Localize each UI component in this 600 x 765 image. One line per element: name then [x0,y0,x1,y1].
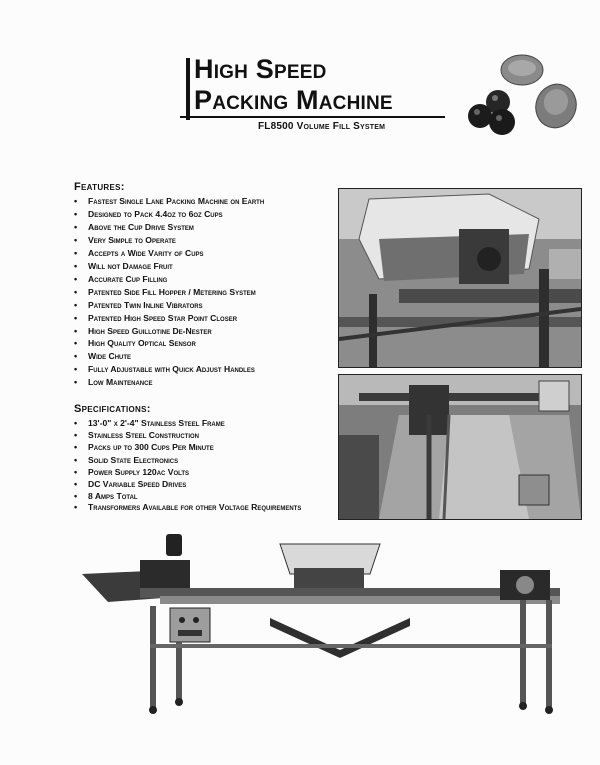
spec-item: • 8 Amps Total [72,490,328,502]
feature-item: • Patented Side Fill Hopper / Metering System [72,286,264,299]
feature-item: • Will not Damage Fruit [72,260,264,273]
feature-item: • High Speed Guillotine De-Nester [72,325,264,338]
feature-item: • Patented High Speed Star Point Closer [72,312,264,325]
machine-closer-photo [338,374,582,520]
feature-item: • Accepts a Wide Varity of Cups [72,247,264,260]
page-title [194,54,393,116]
title-line-1: High Speed [194,54,327,84]
feature-item: • Very Simple to Operate [72,234,264,247]
page-subtitle: FL8500 Volume Fill System [258,121,386,132]
features-heading: Features: [74,181,125,193]
feature-item: • Fastest Single Lane Packing Machine on Earth [72,195,264,208]
spec-item: • DC Variable Speed Drives [72,478,328,490]
machine-hopper-photo [338,188,582,368]
feature-item: • Accurate Cup Filling [72,273,264,286]
spec-item: • Stainless Steel Construction [72,429,328,441]
spec-item: • Power Supply 120ac Volts [72,466,328,478]
feature-item: • Wide Chute [72,350,264,363]
fruit-image [458,50,582,140]
feature-item: • High Quality Optical Sensor [72,337,264,350]
spec-item: • 13'-0" x 2'-4" Stainless Steel Frame [72,417,328,429]
title-accent-bar [186,58,190,120]
feature-item: • Low Maintenance [72,376,264,389]
spec-item: • Transformers Available for other Voltage Requirements [72,502,328,513]
spec-item: • Packs up to 300 Cups Per Minute [72,441,328,453]
specifications-list [72,417,328,513]
feature-item: • Above the Cup Drive System [72,221,264,234]
specifications-heading: Specifications: [74,403,151,415]
feature-item: • Fully Adjustable with Quick Adjust Handles [72,363,264,376]
spec-item: • Solid State Electronics [72,454,328,466]
full-machine-photo [80,530,560,716]
feature-item: • Designed to Pack 4.4oz to 6oz Cups [72,208,264,221]
title-underline [180,116,445,118]
title-line-2: Packing Machine [194,85,393,115]
feature-item: • Patented Twin Inline Vibrators [72,299,264,312]
features-list [72,195,264,389]
